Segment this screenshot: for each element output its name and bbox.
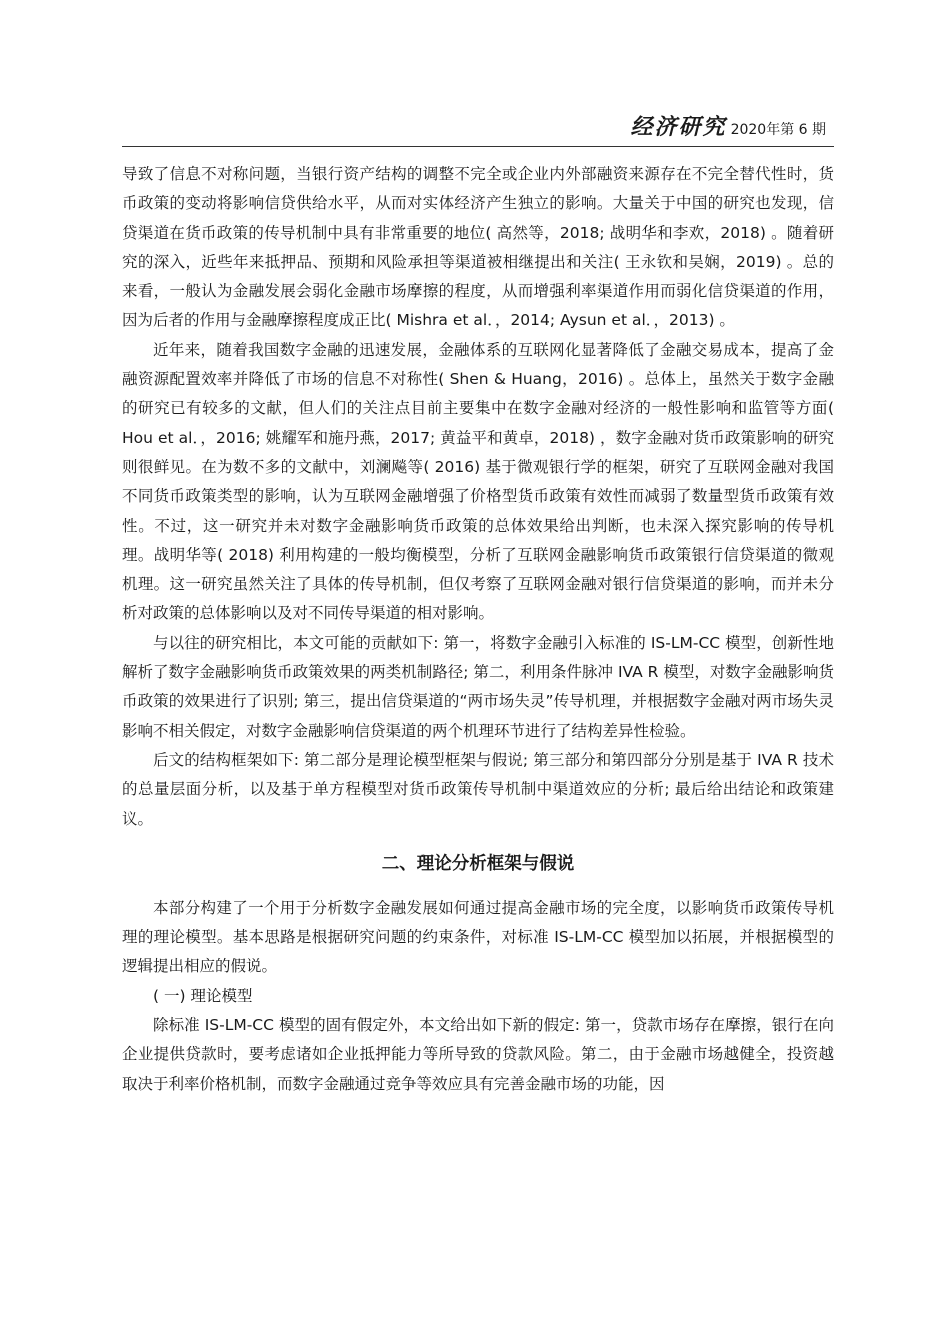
paragraph-contributions: 与以往的研究相比，本文可能的贡献如下: 第一，将数字金融引入标准的 IS-LM-CC 模型，创新性地解析了数字金融影响货币政策效果的两类机制路径; 第二，利用条件脉冲 IVA R 模型，对数字金融影响货币政策的效果进行了识别; 第三，提出信贷渠道的“两市场失灵”传导机理，并根据数字金融对两市场失灵影响不相关假定，对数字金融影响信贷渠道的两个机理环节进行了结构差异性检验。 [122,633,834,740]
subsection-heading: ( 一) 理论模型 [153,986,253,1005]
journal-info [631,110,826,141]
issue-label: 2020年第 6 期 [730,122,826,138]
journal-logo: 经济研究 [630,114,727,140]
article-body [122,160,834,1099]
paragraph-assumptions: 除标准 IS-LM-CC 模型的固有假定外，本文给出如下新的假定: 第一，贷款市场存在摩擦，银行在向企业提供贷款时，要考虑诸如企业抵押能力等所导致的贷款风险。第二，由于金融市场越健全，投资越取决于利率价格机制，而数字金融通过竞争等效应具有完善金融市场的功能，因 [122,1016,834,1093]
paragraph-digital-finance-literature: 近年来，随着我国数字金融的迅速发展，金融体系的互联网化显著降低了金融交易成本，提高了金融资源配置效率并降低了市场的信息不对称性( Shen & Huang，2016) 。总体上，虽然关于数字金融的研究已有较多的文献，但人们的关注点目前主要集中在数字金融对经济的一般性影响和监管等方面( Hou et al．，2016; 姚耀军和施丹燕，2017; 黄益平和黄卓，2018) ，数字金融对货币政策影响的研究则很鲜见。在为数不多的文献中，刘澜飚等( 2016) 基于微观银行学的框架，研究了互联网金融对我国不同货币政策类型的影响，认为互联网金融增强了价格型货币政策有效性而减弱了数量型货币政策有效性。不过，这一研究并未对数字金融影响货币政策的总体效果给出判断，也未深入探究影响的传导机理。战明华等( 2018) 利用构建的一般均衡模型，分析了互联网金融影响货币政策银行信贷渠道的微观机理。这一研究虽然关注了具体的传导机制，但仅考察了互联网金融对银行信贷渠道的影响，而并未分析对政策的总体影响以及对不同传导渠道的相对影响。 [122,340,834,623]
section-title: 二、理论分析框架与假说 [381,853,575,874]
page-header [122,116,834,147]
paragraph-credit-channel: 导致了信息不对称问题，当银行资产结构的调整不完全或企业内外部融资来源存在不完全替代性时，货币政策的变动将影响信贷供给水平，从而对实体经济产生独立的影响。大量关于中国的研究也发现，信贷渠道在货币政策的传导机制中具有非常重要的地位( 高然等，2018; 战明华和李欢，2018) 。随着研究的深入，近些年来抵押品、预期和风险承担等渠道被相继提出和关注( 王永钦和吴娴，2019) 。总的来看，一般认为金融发展会弱化金融市场摩擦的程度，从而增强利率渠道作用而弱化信贷渠道的作用，因为后者的作用与金融摩擦程度成正比( Mishra et al．，2014; Aysun et al．，2013) 。 [122,165,834,330]
paragraph-structure: 后文的结构框架如下: 第二部分是理论模型框架与假说; 第三部分和第四部分分别是基于 IVA R 技术的总量层面分析，以及基于单方程模型对货币政策传导机制中渠道效应的分析; 最后给出结论和政策建议。 [122,750,834,828]
paragraph-section-intro: 本部分构建了一个用于分析数字金融发展如何通过提高金融市场的完全度，以影响货币政策传导机理的理论模型。基本思路是根据研究问题的约束条件，对标准 IS-LM-CC 模型加以拓展，并根据模型的逻辑提出相应的假说。 [122,898,834,976]
